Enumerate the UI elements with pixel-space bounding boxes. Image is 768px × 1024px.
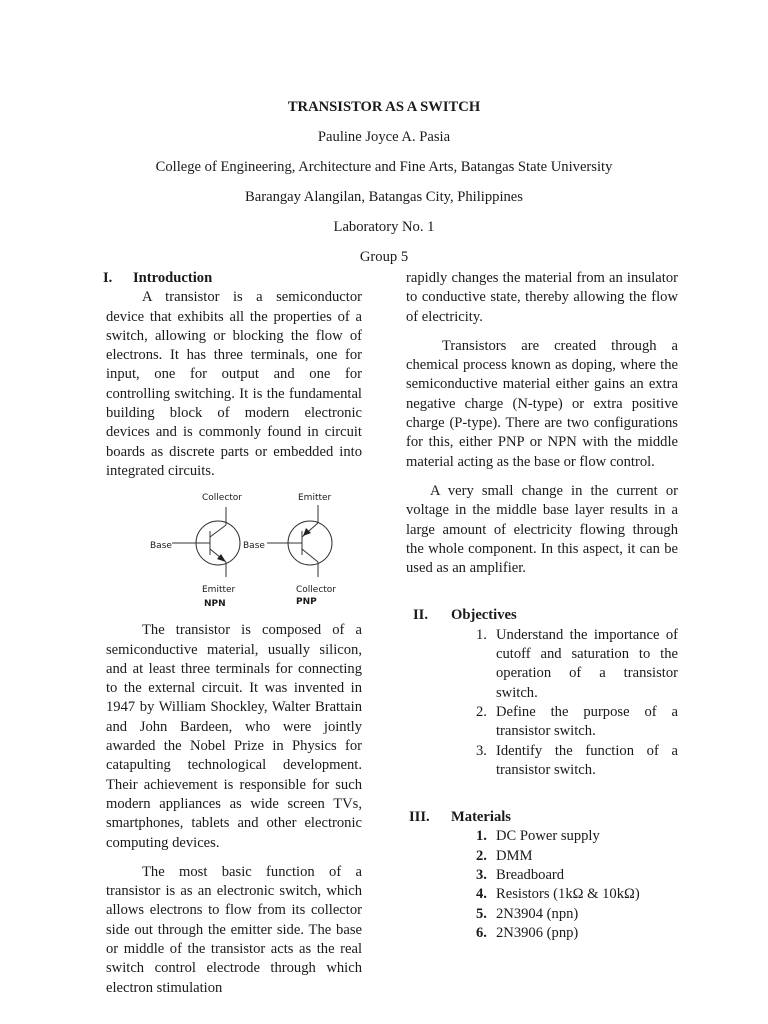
- left-column: [103, 269, 362, 998]
- intro-paragraph-3: The most basic function of a transistor is as an electronic switch, which allows electrons to flow from its collector side out through the emitter side. The base or middle of the transistor acts as the real switch control electrode through which electron stimulation: [106, 863, 362, 996]
- pnp-base-label: Base: [243, 541, 265, 552]
- section-heading-introduction: [103, 269, 362, 288]
- section-number: II.: [413, 607, 429, 624]
- material-item: 4. Resistors (1kΩ & 10kΩ): [476, 886, 640, 903]
- pnp-collector-label: Collector: [296, 585, 337, 596]
- objective-item: 3. Identify the function of a transistor switch.: [476, 742, 678, 778]
- intro-paragraph-1: A transistor is a semiconductor device that exhibits all the properties of a switch, allowing or blocking the flow of electrons. It has three terminals, one for input, one for output and one for controlling switching. It is the fundamental building block of modern electronic devices and is commonly found in circuit boards as discrete parts or embedded into integrated circuits.: [106, 289, 362, 479]
- college-affiliation: College of Engineering, Architecture and Fine Arts, Batangas State University: [155, 159, 613, 175]
- transistor-diagram-figure: [146, 485, 360, 613]
- pnp-type-label: PNP: [296, 597, 317, 608]
- npn-collector-label: Collector: [202, 493, 243, 504]
- section-heading-objectives: [406, 606, 678, 625]
- right-column: [406, 269, 678, 943]
- objective-item: 2. Define the purpose of a transistor switch.: [476, 703, 678, 740]
- group-number: Group 5: [359, 249, 409, 265]
- section-number: III.: [409, 809, 430, 826]
- intro-paragraph-4: Transistors are created through a chemical process known as doping, where the semiconductive material either gains an extra negative charge (N-type) or extra positive charge (P-type). There are two configurations for this, either PNP or NPN with the middle material acting as the base or flow control.: [406, 337, 678, 470]
- npn-type-label: NPN: [204, 599, 226, 610]
- material-item: 3. Breadboard: [476, 867, 565, 884]
- objectives-list: [406, 626, 678, 780]
- material-item: 1. DC Power supply: [476, 828, 600, 845]
- address: Barangay Alangilan, Batangas City, Philippines: [245, 189, 523, 205]
- intro-paragraph-5: A very small change in the current or voltage in the middle base layer results in a large amount of electricity flowing through the whole component. In this aspect, it can be used as an amplifier.: [406, 482, 678, 577]
- pnp-emitter-label: Emitter: [298, 493, 332, 504]
- lab-number: Laboratory No. 1: [333, 219, 435, 235]
- npn-emitter-label: Emitter: [202, 585, 236, 596]
- materials-list: [406, 827, 678, 943]
- section-title: Objectives: [451, 607, 517, 624]
- document-title: TRANSISTOR AS A SWITCH: [287, 99, 481, 115]
- section-heading-materials: [406, 808, 678, 827]
- intro-paragraph-3-continued: rapidly changes the material from an insulator to conductive state, thereby allowing the flow of electricity.: [406, 270, 678, 325]
- material-item: 5. 2N3904 (npn): [476, 905, 579, 922]
- section-number: I.: [103, 270, 113, 286]
- material-item: 2. DMM: [476, 847, 533, 864]
- document-header: [0, 92, 768, 272]
- section-title: Introduction: [133, 270, 213, 286]
- npn-base-label: Base: [150, 541, 172, 552]
- section-title: Materials: [451, 809, 511, 826]
- objective-item: 1. Understand the importance of cutoff and saturation to the operation of a transistor switch.: [476, 626, 678, 701]
- intro-paragraph-2: The transistor is composed of a semiconductive material, usually silicon, and at least three terminals for connecting to the external circuit. It was invented in 1947 by William Shockley, Walter Brattain and John Bardeen, who were jointly awarded the Nobel Prize in Physics for catapulting technological development. Their achievement is responsible for such modern appliances as wide screen TVs, smartphones, tablets and other electronic computing devices.: [106, 622, 362, 851]
- author-name: Pauline Joyce A. Pasia: [317, 129, 451, 145]
- material-item: 6. 2N3906 (pnp): [476, 924, 579, 941]
